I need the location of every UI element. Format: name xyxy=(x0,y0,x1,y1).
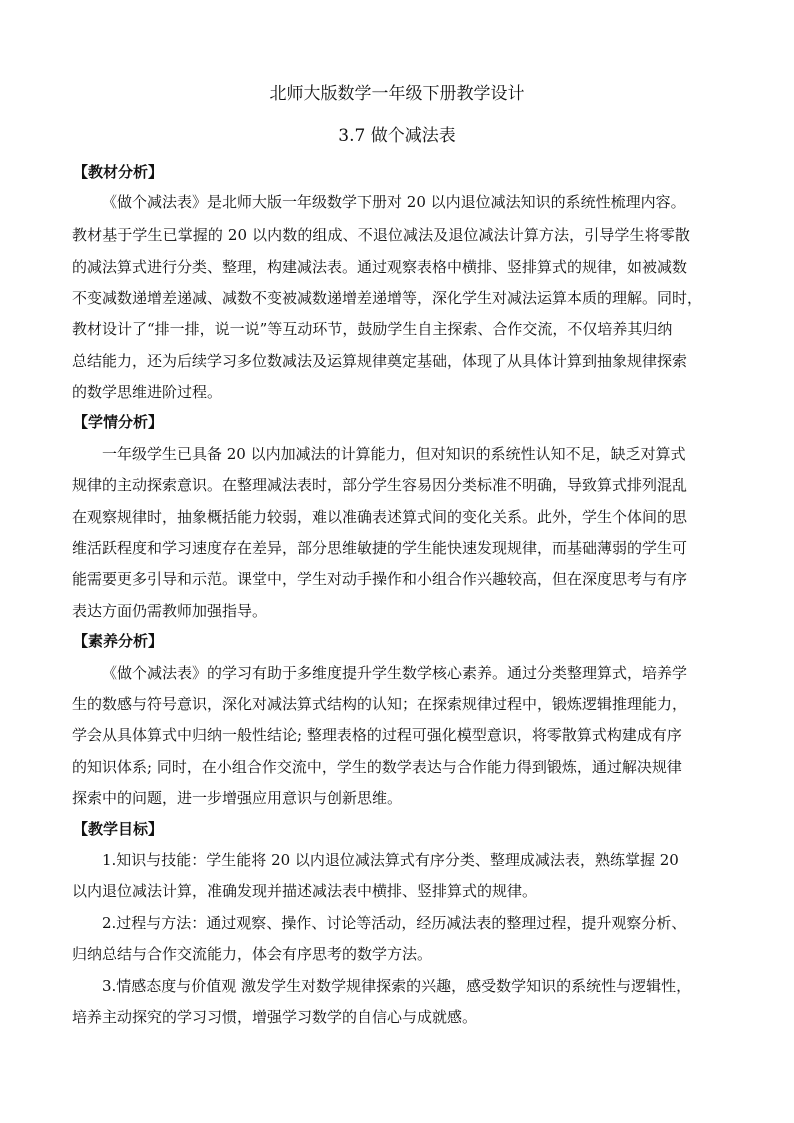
objective-item-process: 2.过程与方法：通过观察、操作、讨论等活动，经历减法表的整理过程，提升观察分析、 xyxy=(102,914,687,932)
paragraph-line: 的减法算式进行分类、整理，构建减法表。通过观察表格中横排、竖排算式的规律，如被减数 xyxy=(72,258,688,276)
paragraph-line: 学会从具体算式中归纳一般性结论; 整理表格的过程可强化模型意识，将零散算式构建成有序 xyxy=(72,726,682,744)
paragraph-line: 总结能力，还为后续学习多位数减法及运算规律奠定基础，体现了从具体计算到抽象规律探索 xyxy=(72,352,688,370)
paragraph-line: 教材基于学生已掌握的 20 以内数的组成、不退位减法及退位减法计算方法，引导学生将零散 xyxy=(72,226,690,244)
paragraph-line: 生的数感与符号意识，深化对减法算式结构的认知；在探索规律过程中，锻炼逻辑推理能力， xyxy=(72,695,688,713)
paragraph-line: 教材设计了“排一排，说一说”等互动环节，鼓励学生自主探索、合作交流，不仅培养其归纳 xyxy=(72,320,673,338)
section-heading-student-analysis: 【学情分析】 xyxy=(73,413,164,431)
paragraph-line: 《做个减法表》是北师大版一年级数学下册对 20 以内退位减法知识的系统性梳理内容。 xyxy=(102,193,686,211)
objective-item-attitude: 3.情感态度与价值观 激发学生对数学规律探索的兴趣，感受数学知识的系统性与逻辑性， xyxy=(102,977,692,995)
section-heading-textbook-analysis: 【教材分析】 xyxy=(73,163,164,181)
paragraph-line: 维活跃程度和学习速度存在差异，部分思维敏捷的学生能快速发现规律，而基础薄弱的学生可 xyxy=(72,539,688,557)
document-title: 北师大版数学一年级下册教学设计 xyxy=(269,84,525,104)
paragraph-line: 在观察规律时，抽象概括能力较弱，难以准确表述算式间的变化关系。此外，学生个体间的思 xyxy=(72,508,688,526)
paragraph-line: 探索中的问题，进一步增强应用意识与创新思维。 xyxy=(72,789,403,807)
paragraph-line: 能需要更多引导和示范。课堂中，学生对动手操作和小组合作兴趣较高，但在深度思考与有序 xyxy=(72,570,688,588)
paragraph-line: 的数学思维进阶过程。 xyxy=(72,383,223,401)
section-heading-teaching-objectives: 【教学目标】 xyxy=(73,820,164,838)
paragraph-line: 以内退位减法计算，准确发现并描述减法表中横排、竖排算式的规律。 xyxy=(72,882,538,900)
paragraph-line: 表达方面仍需教师加强指导。 xyxy=(72,602,268,620)
paragraph-line: 规律的主动探索意识。在整理减法表时，部分学生容易因分类标准不明确，导致算式排列混乱 xyxy=(72,476,688,494)
paragraph-line: 归纳总结与合作交流能力，体会有序思考的数学方法。 xyxy=(72,945,433,963)
paragraph-line: 一年级学生已具备 20 以内加减法的计算能力，但对知识的系统性认知不足，缺乏对算式 xyxy=(102,445,686,463)
paragraph-line: 不变减数递增差递减、减数不变被减数递增差递增等，深化学生对减法运算本质的理解。同时， xyxy=(72,289,703,307)
objective-item-knowledge: 1.知识与技能：学生能将 20 以内退位减法算式有序分类、整理成减法表，熟练掌握 20 xyxy=(102,851,679,869)
paragraph-line: 培养主动探究的学习习惯，增强学习数学的自信心与成就感。 xyxy=(72,1008,478,1026)
section-heading-literacy-analysis: 【素养分析】 xyxy=(73,632,164,650)
paragraph-line: 《做个减法表》的学习有助于多维度提升学生数学核心素养。通过分类整理算式，培养学 xyxy=(102,664,688,682)
paragraph-line: 的知识体系; 同时，在小组合作交流中，学生的数学表达与合作能力得到锻炼，通过解决规律 xyxy=(72,758,682,776)
document-subtitle: 3.7 做个减法表 xyxy=(338,126,456,146)
